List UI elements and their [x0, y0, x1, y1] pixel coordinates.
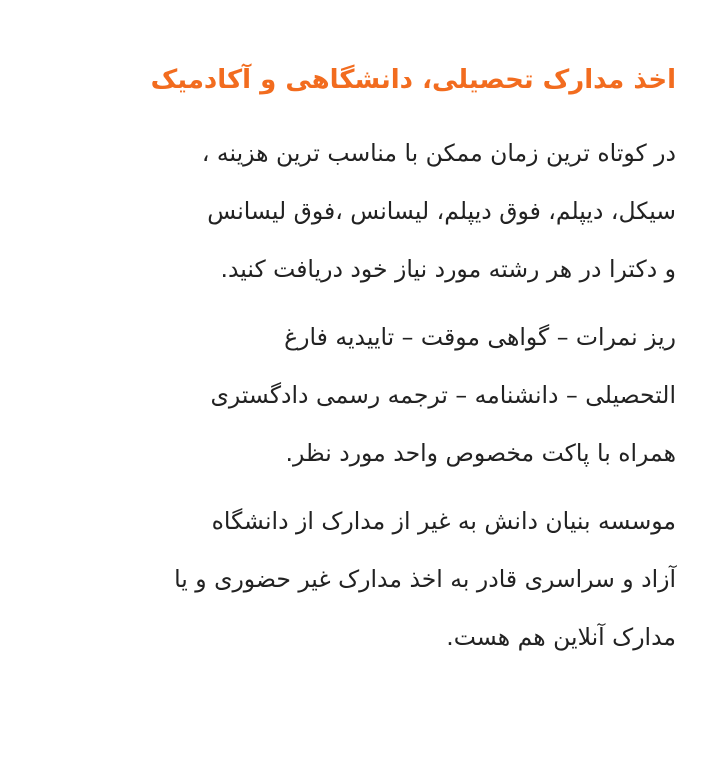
paragraph-line: سیکل، دیپلم، فوق دیپلم، لیسانس ،فوق لیسانس: [207, 197, 676, 225]
paragraph-line: التحصیلی – دانشنامه – ترجمه رسمی دادگستری: [210, 381, 676, 409]
paragraph-line: و دکترا در هر رشته مورد نیاز خود دریافت کنید.: [220, 255, 676, 283]
paragraph-line: آزاد و سراسری قادر به اخذ مدارک غیر حضوری و یا: [174, 565, 676, 593]
paragraph-line: موسسه بنیان دانش به غیر از مدارک از دانشگاه: [211, 507, 676, 535]
paragraph-line: در کوتاه ترین زمان ممکن با مناسب ترین هزینه ،: [201, 139, 676, 167]
paragraph-documents: [16, 308, 676, 482]
paragraph-intro: [16, 124, 676, 298]
paragraph-institute: [16, 492, 676, 666]
article-content: [16, 58, 676, 676]
page-title: اخذ مدارک تحصیلی، دانشگاهی و آکادمیک: [150, 65, 676, 95]
paragraph-line: ریز نمرات – گواهی موقت – تاییدیه فارغ: [284, 323, 676, 351]
paragraph-line: همراه با پاکت مخصوص واحد مورد نظر.: [285, 439, 676, 467]
paragraph-line: مدارک آنلاین هم هست.: [446, 623, 676, 651]
